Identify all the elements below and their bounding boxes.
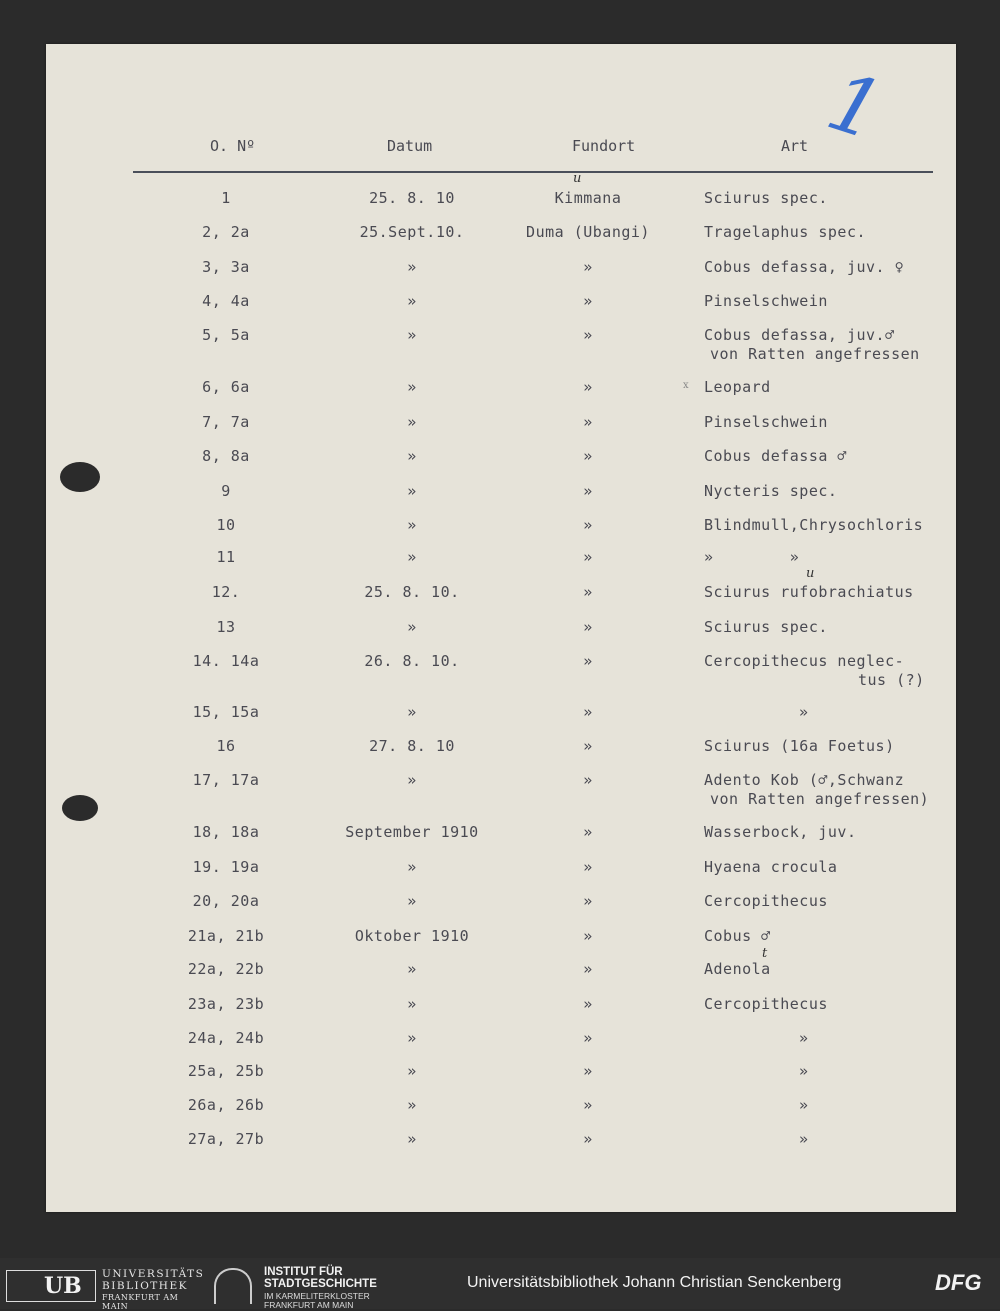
cell-nr: 9	[221, 482, 231, 500]
cell-datum: »	[407, 413, 417, 431]
annotation-rufobrachiatus: u	[806, 566, 815, 581]
cell-nr: 1	[221, 189, 231, 207]
cell-fundort: »	[583, 516, 593, 534]
cell-fundort: »	[583, 326, 593, 344]
cell-datum: »	[407, 703, 417, 721]
cell-nr: 18, 18a	[192, 823, 260, 841]
cell-fundort: »	[583, 548, 593, 566]
cell-nr: 12.	[211, 583, 241, 601]
header-rule	[133, 171, 933, 173]
cell-art-continued: von Ratten angefressen	[710, 345, 920, 363]
library-name: Universitätsbibliothek Johann Christian Senckenberg	[467, 1274, 842, 1291]
cell-datum: 25.Sept.10.	[359, 223, 465, 241]
cell-nr: 10	[216, 516, 236, 534]
cell-fundort: »	[583, 823, 593, 841]
ub-logo	[6, 1266, 206, 1311]
cell-art: »	[799, 1096, 809, 1114]
cell-nr: 7, 7a	[202, 413, 250, 431]
cell-fundort: »	[583, 447, 593, 465]
cell-nr: 26a, 26b	[187, 1096, 265, 1114]
cell-fundort: »	[583, 618, 593, 636]
cell-fundort: »	[583, 583, 593, 601]
cell-datum: »	[407, 1029, 417, 1047]
cell-fundort: »	[583, 652, 593, 670]
cell-nr: 19. 19a	[192, 858, 260, 876]
cell-datum: 25. 8. 10	[369, 189, 455, 207]
header-nr: O. Nº	[210, 137, 256, 155]
cell-datum: »	[407, 548, 417, 566]
cell-fundort: »	[583, 892, 593, 910]
cell-art: Sciurus spec.	[704, 189, 828, 207]
inst-line2: STADTGESCHICHTE	[264, 1278, 377, 1290]
cell-datum: »	[407, 292, 417, 310]
cell-fundort: »	[583, 960, 593, 978]
cell-fundort: »	[583, 1130, 593, 1148]
cell-art: »	[799, 1062, 809, 1080]
cell-art: Hyaena crocula	[704, 858, 838, 876]
cell-fundort: »	[583, 413, 593, 431]
cell-art: Sciurus spec.	[704, 618, 828, 636]
cell-art: Cercopithecus	[704, 892, 828, 910]
cell-nr: 13	[216, 618, 236, 636]
cell-nr: 24a, 24b	[187, 1029, 265, 1047]
cell-art: Sciurus (16a Foetus)	[704, 737, 895, 755]
cell-art: »	[799, 1130, 809, 1148]
arch-icon	[214, 1268, 252, 1304]
cell-art: Pinselschwein	[704, 413, 828, 431]
cell-fundort: Kimmana	[554, 189, 622, 207]
cell-fundort: »	[583, 1029, 593, 1047]
cell-datum: »	[407, 858, 417, 876]
cell-art-continued: von Ratten angefressen)	[710, 790, 930, 808]
cell-art: »	[799, 703, 809, 721]
cell-art: Cobus defassa, juv. ♀	[704, 258, 905, 276]
cell-art: Wasserbock, juv.	[704, 823, 857, 841]
cell-nr: 21a, 21b	[187, 927, 265, 945]
punch-hole-top	[60, 462, 100, 492]
cell-fundort: »	[583, 378, 593, 396]
cell-datum: September 1910	[345, 823, 479, 841]
cell-nr: 23a, 23b	[187, 995, 265, 1013]
institut-logo	[214, 1266, 454, 1310]
cell-art: Cobus ♂	[704, 927, 771, 945]
cell-art: Adento Kob (♂,Schwanz	[704, 771, 905, 789]
inst-line4: FRANKFURT AM MAIN	[264, 1300, 354, 1310]
cell-art: Cobus defassa, juv.♂	[704, 326, 895, 344]
page-number: 1	[816, 54, 895, 159]
annotation-adenota: t	[762, 946, 768, 961]
cell-art: Cobus defassa ♂	[704, 447, 847, 465]
cell-datum: »	[407, 258, 417, 276]
inst-line1: INSTITUT FÜR	[264, 1266, 343, 1278]
cell-fundort: »	[583, 737, 593, 755]
cell-fundort: »	[583, 927, 593, 945]
cell-datum: »	[407, 1096, 417, 1114]
cell-art: Blindmull,Chrysochloris	[704, 516, 924, 534]
cell-art: Cercopithecus neglec-	[704, 652, 905, 670]
cell-nr: 5, 5a	[202, 326, 250, 344]
cell-fundort: »	[583, 703, 593, 721]
cell-nr: 8, 8a	[202, 447, 250, 465]
cell-fundort: »	[583, 1096, 593, 1114]
cell-fundort: »	[583, 1062, 593, 1080]
cell-datum: 25. 8. 10.	[364, 583, 460, 601]
cell-fundort: Duma (Ubangi)	[526, 223, 650, 241]
cell-nr: 22a, 22b	[187, 960, 265, 978]
cell-datum: »	[407, 1130, 417, 1148]
header-datum: Datum	[387, 137, 433, 155]
cell-nr: 6, 6a	[202, 378, 250, 396]
cell-nr: 11	[216, 548, 236, 566]
cell-datum: 26. 8. 10.	[364, 652, 460, 670]
annotation-leopard-mark: x	[683, 380, 689, 391]
cell-fundort: »	[583, 858, 593, 876]
cell-datum: »	[407, 378, 417, 396]
cell-fundort: »	[583, 995, 593, 1013]
cell-art: Leopard	[704, 378, 771, 396]
cell-datum: »	[407, 960, 417, 978]
cell-art-continued: tus (?)	[858, 671, 925, 689]
paper-tear	[84, 502, 96, 514]
ub-line3: FRANKFURT AM MAIN	[102, 1293, 179, 1311]
cell-art: Sciurus rufobrachiatus	[704, 583, 914, 601]
cell-art: Cercopithecus	[704, 995, 828, 1013]
cell-datum: »	[407, 516, 417, 534]
cell-datum: »	[407, 618, 417, 636]
dfg-logo: DFG	[935, 1270, 982, 1295]
cell-nr: 14. 14a	[192, 652, 260, 670]
cell-nr: 20, 20a	[192, 892, 260, 910]
inst-line3: IM KARMELITERKLOSTER	[264, 1291, 370, 1301]
cell-fundort: »	[583, 771, 593, 789]
header-fundort: Fundort	[572, 137, 636, 155]
cell-fundort: »	[583, 258, 593, 276]
cell-fundort: »	[583, 292, 593, 310]
cell-datum: »	[407, 995, 417, 1013]
cell-nr: 25a, 25b	[187, 1062, 265, 1080]
annotation-kimmana: u	[573, 171, 582, 186]
cell-art: Tragelaphus spec.	[704, 223, 867, 241]
cell-nr: 3, 3a	[202, 258, 250, 276]
cell-art: » »	[704, 548, 800, 566]
cell-datum: 27. 8. 10	[369, 737, 455, 755]
footer-bar	[0, 1258, 1000, 1309]
cell-datum: »	[407, 447, 417, 465]
cell-nr: 4, 4a	[202, 292, 250, 310]
cell-art: Adenola	[704, 960, 771, 978]
ub-line1: UNIVERSITÄTS	[102, 1268, 205, 1280]
punch-hole-bottom	[62, 795, 98, 821]
cell-nr: 2, 2a	[202, 223, 250, 241]
cell-datum: »	[407, 771, 417, 789]
cell-fundort: »	[583, 482, 593, 500]
cell-datum: »	[407, 892, 417, 910]
cell-nr: 15, 15a	[192, 703, 260, 721]
cell-art: Pinselschwein	[704, 292, 828, 310]
ub-logo-letters: UB	[44, 1273, 82, 1299]
ub-line2: BIBLIOTHEK	[102, 1280, 188, 1292]
cell-nr: 16	[216, 737, 236, 755]
cell-art: Nycteris spec.	[704, 482, 838, 500]
cell-art: »	[799, 1029, 809, 1047]
header-art: Art	[781, 137, 809, 155]
cell-nr: 17, 17a	[192, 771, 260, 789]
cell-datum: Oktober 1910	[354, 927, 470, 945]
cell-nr: 27a, 27b	[187, 1130, 265, 1148]
cell-datum: »	[407, 326, 417, 344]
cell-datum: »	[407, 482, 417, 500]
cell-datum: »	[407, 1062, 417, 1080]
